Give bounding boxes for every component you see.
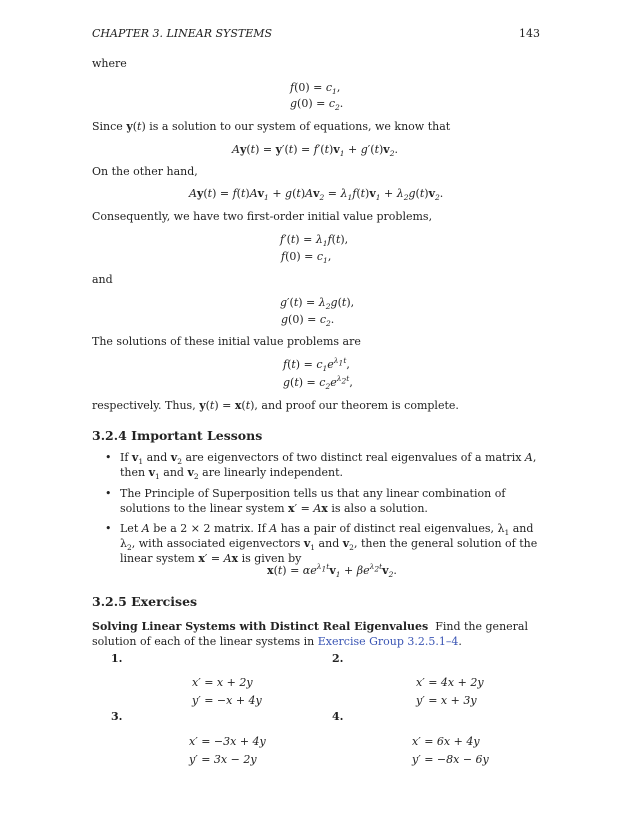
- exercise-group-link[interactable]: Exercise Group 3.2.5.1–4: [317, 634, 459, 648]
- exercise-equation: x′ = 4x + 2y: [416, 676, 484, 689]
- section-heading-lessons: 3.2.4 Important Lessons: [92, 428, 263, 443]
- chapter-title: CHAPTER 3. LINEAR SYSTEMS: [92, 27, 273, 40]
- exercise-number: 3.: [111, 710, 123, 723]
- equation-fprime: $f'(t) = \lambda_1f(t)$,: [280, 233, 349, 249]
- lesson-item: • Let A be a 2 × 2 matrix. If A has a pair of distinct real eigenvalues, $\lambda_1$ and $\lambda_2$, with associated eigenvectors $v_1$ and $v_2$, then the general solution of the linear system x′ = Ax is given by: [92, 522, 540, 567]
- paragraph-and: and: [92, 273, 113, 286]
- exercises-intro: Solving Linear Systems with Distinct Real Eigenvalues Find the general solution of each of the linear systems in Exercise Group 3.2.5.1–4.: [92, 620, 528, 648]
- paragraph-consequently: Consequently, we have two first-order initial value problems,: [92, 210, 433, 223]
- equation-general-solution: $x(t) = \alpha e^{\lambda_1t}v_1 + \beta e^{\lambda_2t}v_2$.: [267, 562, 397, 580]
- exercise-equation: y′ = −8x − 6y: [412, 753, 489, 766]
- equation-f0: $f(0) = c_1$,: [290, 81, 341, 97]
- exercise-number: 2.: [332, 652, 344, 665]
- lesson-item: • If $v_1$ and $v_2$ are eigenvectors of two distinct real eigenvalues of a matrix A, then $v_1$ and $v_2$ are linearly independent.: [92, 451, 540, 481]
- exercise-equation: y′ = x + 3y: [416, 694, 477, 707]
- exercise-number: 1.: [111, 652, 123, 665]
- lessons-list: [92, 451, 540, 573]
- section-heading-exercises: 3.2.5 Exercises: [92, 594, 198, 609]
- exercise-number: 4.: [332, 710, 344, 723]
- page-header: [92, 27, 540, 42]
- exercise-equation: y′ = 3x − 2y: [189, 753, 257, 766]
- exercise-equation: x′ = −3x + 4y: [189, 735, 266, 748]
- exercise-equation: x′ = 6x + 4y: [412, 735, 480, 748]
- lesson-item: • The Principle of Superposition tells us that any linear combination of solutions to the linear system x′ = Ax is also a solution.: [92, 487, 540, 517]
- equation-ay-derivative: $Ay(t) = y'(t) = f'(t)v_1 + g'(t)v_2$.: [232, 143, 398, 159]
- equation-g0-c2: $g(0) = c_2$.: [281, 313, 335, 329]
- exercise-equation: x′ = x + 2y: [192, 676, 253, 689]
- equation-g-solution: $g(t) = c_2e^{\lambda_2t}$,: [283, 374, 353, 392]
- paragraph-where: where: [92, 57, 127, 70]
- paragraph-other-hand: On the other hand,: [92, 165, 198, 178]
- equation-f-solution: $f(t) = c_1e^{\lambda_1t}$,: [283, 356, 350, 374]
- equation-ay-expansion: $Ay(t) = f(t)Av_1 + g(t)Av_2 = \lambda_1f(t)v_1 + \lambda_2g(t)v_2$.: [189, 187, 444, 203]
- equation-gprime: $g'(t) = \lambda_2g(t)$,: [280, 296, 355, 312]
- paragraph-since: Since y(t) is a solution to our system of equations, we know that: [92, 120, 451, 133]
- paragraph-respectively: respectively. Thus, y(t) = x(t), and proof our theorem is complete.: [92, 399, 459, 412]
- paragraph-solutions: The solutions of these initial value problems are: [92, 335, 361, 348]
- equation-g0: $g(0) = c_2$.: [290, 97, 344, 113]
- exercise-equation: y′ = −x + 4y: [192, 694, 262, 707]
- page-number: 143: [519, 27, 540, 40]
- equation-f0-c1: $f(0) = c_1$,: [281, 250, 332, 266]
